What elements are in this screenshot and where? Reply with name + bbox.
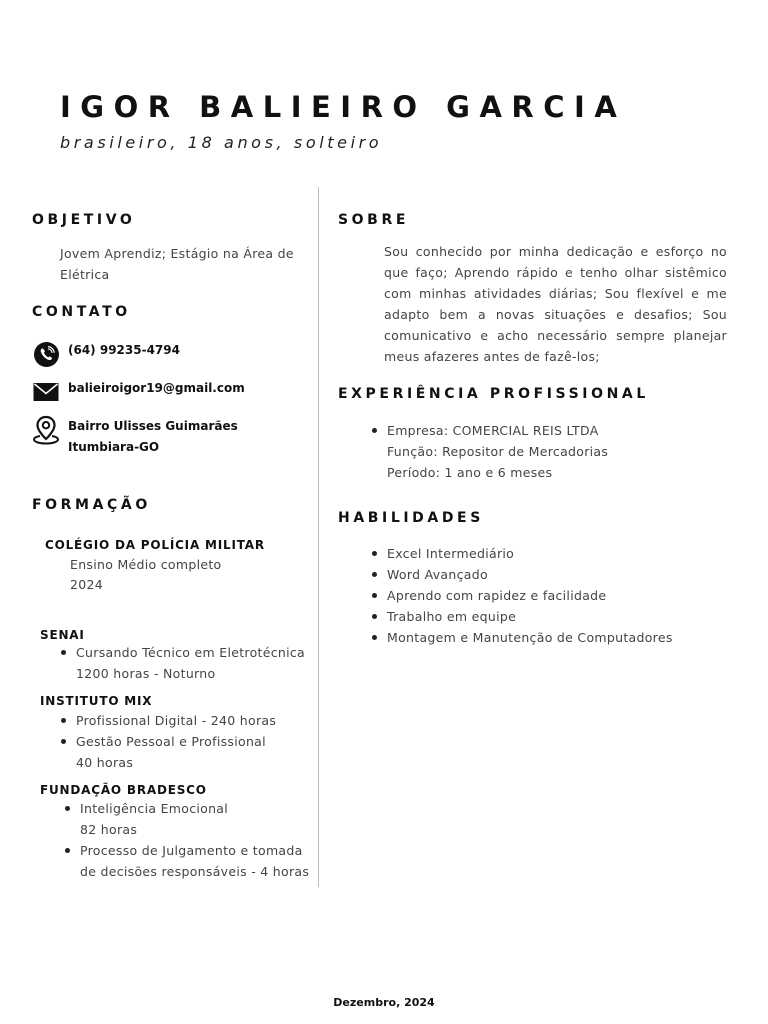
address-line: Bairro Ulisses Guimarães <box>68 419 238 433</box>
list-item: Cursando Técnico em Eletrotécnica 1200 horas - Noturno <box>59 642 305 684</box>
objective-text <box>60 243 305 285</box>
list-item: Excel Intermediário <box>370 543 673 564</box>
instituto-list <box>59 710 276 773</box>
colegio-details <box>70 555 222 595</box>
section-title-experiencia: EXPERIÊNCIA PROFISSIONAL <box>338 386 649 402</box>
objective-line: Elétrica <box>60 267 110 282</box>
address-line: Itumbiara-GO <box>68 440 160 454</box>
list-item: Gestão Pessoal e Profissional 40 horas <box>59 731 276 773</box>
objective-line: Jovem Aprendiz; Estágio na Área de <box>60 246 294 261</box>
list-item: Inteligência Emocional 82 horas <box>63 798 309 840</box>
section-title-sobre: SOBRE <box>338 212 409 228</box>
footer-date: Dezembro, 2024 <box>333 996 435 1009</box>
list-item: Aprendo com rapidez e facilidade <box>370 585 673 606</box>
list-item: Empresa: COMERCIAL REIS LTDA Função: Repositor de Mercadorias Período: 1 ano e 6 meses <box>370 420 608 483</box>
org-senai: SENAI <box>40 628 85 642</box>
contact-address <box>32 416 238 458</box>
section-title-contato: CONTATO <box>32 304 131 320</box>
list-item: Processo de Julgamento e tomada de decisões responsáveis - 4 horas <box>63 840 309 882</box>
list-item: Montagem e Manutenção de Computadores <box>370 627 673 648</box>
contact-phone <box>32 340 180 368</box>
section-title-formacao: FORMAÇÃO <box>32 497 151 513</box>
skills-list <box>370 543 673 648</box>
section-title-objetivo: OBJETIVO <box>32 212 136 228</box>
address-text <box>68 416 238 458</box>
phone-icon <box>32 340 60 368</box>
org-fundacao-bradesco: FUNDAÇÃO BRADESCO <box>40 783 207 797</box>
colegio-line: Ensino Médio completo <box>70 557 222 572</box>
email-address: balieiroigor19@gmail.com <box>68 381 245 395</box>
candidate-name: IGOR BALIEIRO GARCIA <box>60 90 627 124</box>
org-colegio: COLÉGIO DA POLÍCIA MILITAR <box>45 538 265 552</box>
candidate-subtitle: brasileiro, 18 anos, solteiro <box>60 133 383 152</box>
org-instituto-mix: INSTITUTO MIX <box>40 694 153 708</box>
senai-list <box>59 642 305 684</box>
phone-number: (64) 99235-4794 <box>68 343 180 357</box>
about-text: Sou conhecido por minha dedicação e esforço no que faço; Aprendo rápido e tenho olhar sistêmico com minhas atividades diárias; Sou flexível e me adapto bem a novas situações e desafios; Sou comunicativo e acho necessário sempre planejar meus afazeres antes de fazê-los; <box>384 244 727 364</box>
section-title-habilidades: HABILIDADES <box>338 510 484 526</box>
list-item: Trabalho em equipe <box>370 606 673 627</box>
location-pin-icon <box>32 416 60 444</box>
list-item: Profissional Digital - 240 horas <box>59 710 276 731</box>
email-icon <box>32 378 60 406</box>
column-divider <box>318 187 319 887</box>
contact-email <box>32 378 245 406</box>
experience-list <box>370 420 608 483</box>
colegio-line: 2024 <box>70 577 104 592</box>
bradesco-list <box>63 798 309 882</box>
list-item: Word Avançado <box>370 564 673 585</box>
